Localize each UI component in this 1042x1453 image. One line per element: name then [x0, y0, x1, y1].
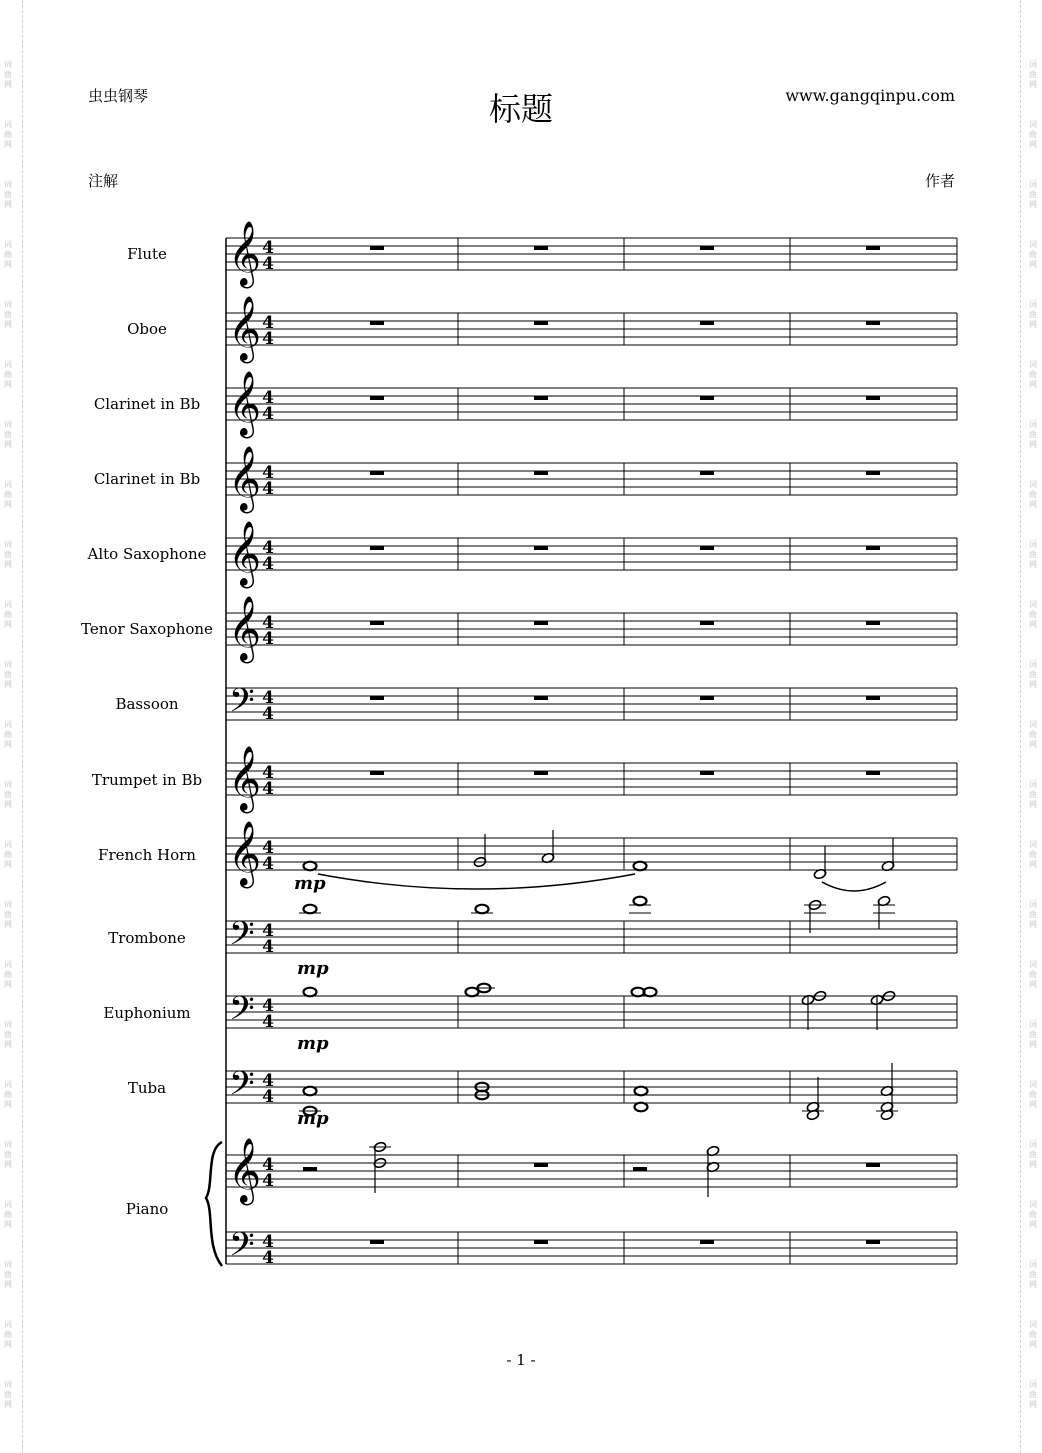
whole-rest: [370, 321, 384, 325]
slur: [318, 874, 635, 889]
time-signature-top: 4: [262, 313, 274, 333]
whole-note: [476, 905, 489, 914]
dynamic-marking: mp: [297, 958, 329, 979]
piano-brace: [206, 1142, 222, 1266]
whole-rest: [700, 696, 714, 700]
watermark-text: 词 曲 网: [1029, 780, 1037, 809]
watermark-text: 词 曲 网: [4, 60, 12, 89]
treble-clef: 𝄞: [228, 821, 262, 886]
time-signature-bottom: 4: [262, 1171, 274, 1191]
watermark-text: 词 曲 网: [4, 540, 12, 569]
whole-rest: [534, 1240, 548, 1244]
instrument-name-clarinet-1: Clarinet in Bb: [93, 395, 201, 413]
watermark-text: 词 曲 网: [4, 600, 12, 629]
bass-clef: 𝄢: [229, 682, 255, 728]
watermark-text: 词 曲 网: [1029, 240, 1037, 269]
time-signature-bottom: 4: [262, 937, 274, 957]
whole-rest: [700, 246, 714, 250]
whole-rest: [370, 1240, 384, 1244]
watermark-text: 词 曲 网: [1029, 60, 1037, 89]
time-signature-top: 4: [262, 388, 274, 408]
page-number: - 1 -: [506, 1351, 536, 1369]
whole-rest: [866, 1163, 880, 1167]
whole-note: [304, 862, 317, 871]
treble-clef: 𝄞: [228, 596, 262, 661]
bass-clef: 𝄢: [229, 915, 255, 961]
whole-rest: [534, 696, 548, 700]
watermark-text: 词 曲 网: [4, 840, 12, 869]
time-signature-bottom: 4: [262, 629, 274, 649]
watermark-text: 词 曲 网: [4, 1080, 12, 1109]
watermark-text: 词 曲 网: [4, 1020, 12, 1049]
whole-rest: [866, 771, 880, 775]
treble-clef: 𝄞: [228, 371, 262, 436]
whole-rest: [534, 621, 548, 625]
watermark-text: 词 曲 网: [1029, 480, 1037, 509]
time-signature-top: 4: [262, 838, 274, 858]
time-signature-top: 4: [262, 1155, 274, 1175]
whole-rest: [866, 396, 880, 400]
treble-clef: 𝄞: [228, 746, 262, 811]
instrument-name-trumpet: Trumpet in Bb: [91, 771, 203, 789]
watermark-text: 词 曲 网: [4, 360, 12, 389]
watermark-text: 词 曲 网: [4, 660, 12, 689]
bass-clef: 𝄢: [229, 990, 255, 1036]
whole-rest: [534, 546, 548, 550]
annotation-label: 注解: [88, 172, 119, 190]
instrument-name-clarinet-2: Clarinet in Bb: [93, 470, 201, 488]
watermark-text: 词 曲 网: [4, 1200, 12, 1229]
whole-rest: [700, 396, 714, 400]
watermark-text: 词 曲 网: [4, 1140, 12, 1169]
whole-rest: [700, 1240, 714, 1244]
treble-clef: 𝄞: [228, 221, 262, 286]
instrument-name-tenor-sax: Tenor Saxophone: [81, 620, 213, 638]
time-signature-top: 4: [262, 1232, 274, 1252]
whole-note: [304, 988, 317, 997]
whole-rest: [370, 546, 384, 550]
watermark-text: 词 曲 网: [1029, 120, 1037, 149]
instrument-name-flute: Flute: [127, 245, 167, 263]
watermark-text: 词 曲 网: [1029, 720, 1037, 749]
watermark-text: 词 曲 网: [4, 120, 12, 149]
time-signature-top: 4: [262, 538, 274, 558]
instrument-name-euphonium: Euphonium: [103, 1004, 191, 1022]
time-signature-top: 4: [262, 238, 274, 258]
whole-note: [304, 1087, 317, 1096]
whole-note: [635, 1087, 648, 1096]
watermark-text: 词 曲 网: [1029, 420, 1037, 449]
whole-rest: [866, 471, 880, 475]
whole-rest: [534, 771, 548, 775]
half-rest: [633, 1167, 647, 1171]
time-signature-bottom: 4: [262, 329, 274, 349]
whole-rest: [700, 771, 714, 775]
whole-rest: [370, 696, 384, 700]
time-signature-bottom: 4: [262, 554, 274, 574]
time-signature-bottom: 4: [262, 779, 274, 799]
site-url[interactable]: www.gangqinpu.com: [785, 86, 955, 105]
time-signature-bottom: 4: [262, 854, 274, 874]
instrument-name-alto-sax: Alto Saxophone: [87, 545, 207, 563]
whole-rest: [534, 1163, 548, 1167]
watermark-text: 词 曲 网: [4, 720, 12, 749]
time-signature-bottom: 4: [262, 1012, 274, 1032]
time-signature-top: 4: [262, 921, 274, 941]
time-signature-bottom: 4: [262, 479, 274, 499]
whole-rest: [534, 321, 548, 325]
instrument-name-tuba: Tuba: [127, 1079, 167, 1097]
whole-note: [635, 1103, 648, 1112]
whole-rest: [534, 246, 548, 250]
watermark-text: 词 曲 网: [4, 240, 12, 269]
dynamic-marking: mp: [294, 873, 326, 894]
instrument-name-oboe: Oboe: [127, 320, 167, 338]
whole-note: [304, 905, 317, 914]
whole-rest: [866, 321, 880, 325]
time-signature-top: 4: [262, 763, 274, 783]
watermark-text: 词 曲 网: [1029, 540, 1037, 569]
score-title: 标题: [488, 90, 553, 128]
watermark-text: 词 曲 网: [4, 1260, 12, 1289]
treble-clef: 𝄞: [228, 1138, 262, 1203]
whole-rest: [866, 696, 880, 700]
time-signature-bottom: 4: [262, 254, 274, 274]
whole-rest: [700, 621, 714, 625]
author-label: 作者: [924, 172, 955, 190]
whole-rest: [700, 471, 714, 475]
watermark-text: 词 曲 网: [1029, 1080, 1037, 1109]
watermark-text: 词 曲 网: [1029, 1380, 1037, 1409]
whole-rest: [866, 621, 880, 625]
whole-note: [634, 862, 647, 871]
watermark-text: 词 曲 网: [4, 180, 12, 209]
dynamic-marking: mp: [297, 1033, 329, 1054]
watermark-text: 词 曲 网: [1029, 1200, 1037, 1229]
watermark-text: 词 曲 网: [1029, 1140, 1037, 1169]
time-signature-bottom: 4: [262, 704, 274, 724]
watermark-text: 词 曲 网: [1029, 600, 1037, 629]
dynamic-marking: mp: [297, 1108, 329, 1129]
time-signature-top: 4: [262, 613, 274, 633]
whole-note: [634, 897, 647, 906]
time-signature-top: 4: [262, 1071, 274, 1091]
watermark-text: 词 曲 网: [1029, 1320, 1037, 1349]
whole-rest: [866, 546, 880, 550]
bass-clef: 𝄢: [229, 1226, 255, 1272]
watermark-text: 词 曲 网: [1029, 960, 1037, 989]
time-signature-bottom: 4: [262, 1087, 274, 1107]
whole-rest: [866, 246, 880, 250]
whole-rest: [370, 771, 384, 775]
watermark-text: 词 曲 网: [1029, 840, 1037, 869]
watermark-text: 词 曲 网: [4, 480, 12, 509]
treble-clef: 𝄞: [228, 446, 262, 511]
time-signature-bottom: 4: [262, 1248, 274, 1268]
watermark-text: 词 曲 网: [4, 1320, 12, 1349]
whole-rest: [866, 1240, 880, 1244]
whole-rest: [370, 396, 384, 400]
time-signature-bottom: 4: [262, 404, 274, 424]
whole-rest: [534, 396, 548, 400]
time-signature-top: 4: [262, 688, 274, 708]
watermark-text: 词 曲 网: [1029, 1260, 1037, 1289]
whole-rest: [370, 621, 384, 625]
watermark-text: 词 曲 网: [1029, 300, 1037, 329]
instrument-name-bassoon: Bassoon: [115, 695, 179, 713]
watermark-text: 词 曲 网: [4, 420, 12, 449]
watermark-text: 词 曲 网: [1029, 180, 1037, 209]
instrument-name-trombone: Trombone: [108, 929, 186, 947]
bass-clef: 𝄢: [229, 1065, 255, 1111]
instrument-name-piano: Piano: [125, 1200, 169, 1218]
watermark-text: 词 曲 网: [4, 780, 12, 809]
whole-rest: [534, 471, 548, 475]
watermark-text: 词 曲 网: [4, 300, 12, 329]
time-signature-top: 4: [262, 996, 274, 1016]
watermark-text: 词 曲 网: [1029, 1020, 1037, 1049]
site-name: 虫虫钢琴: [88, 87, 149, 105]
treble-clef: 𝄞: [228, 521, 262, 586]
watermark-text: 词 曲 网: [4, 1380, 12, 1409]
watermark-text: 词 曲 网: [1029, 660, 1037, 689]
watermark-text: 词 曲 网: [1029, 900, 1037, 929]
treble-clef: 𝄞: [228, 296, 262, 361]
watermark-text: 词 曲 网: [4, 900, 12, 929]
time-signature-top: 4: [262, 463, 274, 483]
whole-rest: [370, 246, 384, 250]
half-rest: [303, 1167, 317, 1171]
watermark-text: 词 曲 网: [4, 960, 12, 989]
whole-rest: [700, 321, 714, 325]
whole-rest: [370, 471, 384, 475]
watermark-text: 词 曲 网: [1029, 360, 1037, 389]
slur: [822, 882, 886, 891]
instrument-name-french-horn: French Horn: [98, 846, 196, 864]
whole-rest: [700, 546, 714, 550]
